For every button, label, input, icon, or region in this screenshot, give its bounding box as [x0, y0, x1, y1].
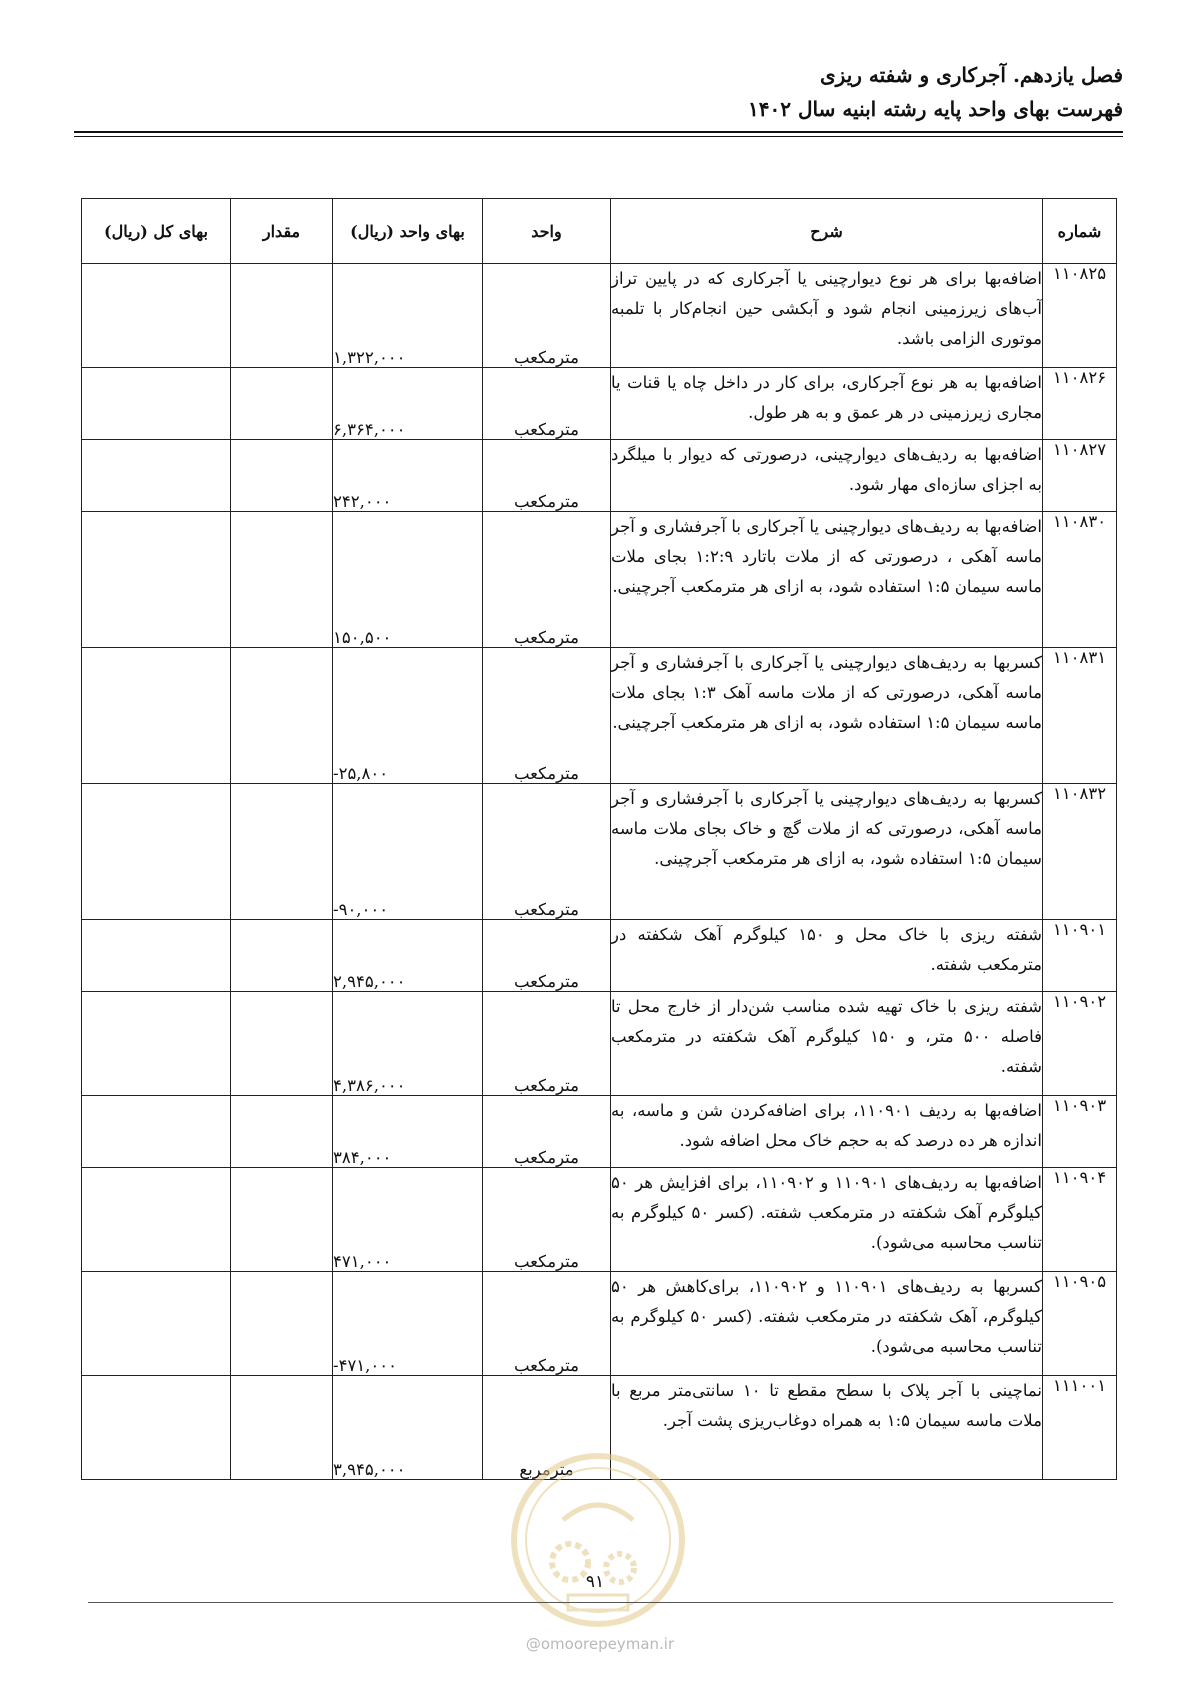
row-unit: مترمکعب — [483, 992, 611, 1096]
row-total-price — [82, 512, 231, 648]
row-total-price — [82, 1096, 231, 1168]
row-unit-price: ۲۴۲,۰۰۰ — [333, 440, 483, 512]
row-description: اضافه‌بها به ردیف‌های ۱۱۰۹۰۱ و ۱۱۰۹۰۲، برای افزایش هر ۵۰ کیلوگرم آهک شکفته در مترمکعب شفته. (کسر ۵۰ کیلوگرم به تناسب محاسبه می‌شود). — [611, 1168, 1043, 1272]
row-description: شفته ریزی با خاک محل و ۱۵۰ کیلوگرم آهک شکفته در مترمکعب شفته. — [611, 920, 1043, 992]
row-description: اضافه‌بها به هر نوع آجرکاری، برای کار در داخل چاه یا قنات یا مجاری زیرزمینی در هر عمق و به هر طول. — [611, 368, 1043, 440]
row-total-price — [82, 784, 231, 920]
row-number: ۱۱۰۹۰۲ — [1043, 992, 1117, 1096]
row-number: ۱۱۰۸۲۶ — [1043, 368, 1117, 440]
table-row — [82, 992, 1117, 1096]
row-unit-price: ۳,۹۴۵,۰۰۰ — [333, 1376, 483, 1480]
page-header — [63, 58, 1123, 126]
row-quantity — [231, 992, 333, 1096]
site-watermark: @omoorepeyman.ir — [525, 1635, 675, 1653]
row-number: ۱۱۰۹۰۵ — [1043, 1272, 1117, 1376]
row-number: ۱۱۰۸۳۱ — [1043, 648, 1117, 784]
row-quantity — [231, 920, 333, 992]
row-total-price — [82, 368, 231, 440]
row-description: کسربها به ردیف‌های ۱۱۰۹۰۱ و ۱۱۰۹۰۲، برای‌کاهش هر ۵۰ کیلوگرم، آهک شکفته در مترمکعب شفته. (کسر ۵۰ کیلوگرم به تناسب محاسبه می‌شود). — [611, 1272, 1043, 1376]
row-quantity — [231, 1376, 333, 1480]
row-description: کسربها به ردیف‌های دیوارچینی یا آجرکاری با آجرفشاری و آجر ماسه آهکی، درصورتی که از ملات گچ و خاک بجای ملات ماسه سیمان ۱:۵ استفاده شود، به ازای هر مترمکعب آجرچینی. — [611, 784, 1043, 920]
row-unit: مترمکعب — [483, 264, 611, 368]
table-row — [82, 920, 1117, 992]
header-rule-thick — [74, 131, 1123, 133]
header-quantity: مقدار — [231, 199, 333, 264]
header-unit-price: بهای واحد (ریال) — [333, 199, 483, 264]
row-number: ۱۱۰۹۰۱ — [1043, 920, 1117, 992]
row-total-price — [82, 440, 231, 512]
row-unit-price: ۶,۳۶۴,۰۰۰ — [333, 368, 483, 440]
row-description: اضافه‌بها به ردیف‌های دیوارچینی یا آجرکاری با آجرفشاری و آجر ماسه آهکی ، درصورتی که از ملات باتارد ۱:۲:۹ بجای ملات ماسه سیمان ۱:۵ استفاده شود، به ازای هر مترمکعب آجرچینی. — [611, 512, 1043, 648]
row-total-price — [82, 648, 231, 784]
row-unit: مترمکعب — [483, 512, 611, 648]
row-unit-price: -۲۵,۸۰۰ — [333, 648, 483, 784]
row-total-price — [82, 1376, 231, 1480]
row-unit-price: ۴,۳۸۶,۰۰۰ — [333, 992, 483, 1096]
table-header-row — [82, 199, 1117, 264]
table-row — [82, 1168, 1117, 1272]
row-quantity — [231, 1272, 333, 1376]
row-description: اضافه‌بها به ردیف‌های دیوارچینی، درصورتی که دیوار با میلگرد به اجزای سازه‌ای مهار شود. — [611, 440, 1043, 512]
row-unit-price: ۴۷۱,۰۰۰ — [333, 1168, 483, 1272]
row-unit: مترمکعب — [483, 1096, 611, 1168]
row-description: نماچینی با آجر پلاک با سطح مقطع تا ۱۰ سانتی‌متر مربع با ملات ماسه سیمان ۱:۵ به همراه دوغاب‌ریزی پشت آجر. — [611, 1376, 1043, 1480]
row-total-price — [82, 1272, 231, 1376]
table-row — [82, 368, 1117, 440]
seal-logo-icon — [508, 1450, 688, 1630]
row-number: ۱۱۱۰۰۱ — [1043, 1376, 1117, 1480]
row-unit: مترمربع — [483, 1376, 611, 1480]
row-number: ۱۱۰۹۰۴ — [1043, 1168, 1117, 1272]
price-list-table — [81, 198, 1117, 1480]
row-description: اضافه‌بها برای هر نوع دیوارچینی یا آجرکاری که در پایین تراز آب‌های زیرزمینی انجام شود و آبکشی حین انجام‌کار با تلمبه موتوری الزامی باشد. — [611, 264, 1043, 368]
row-quantity — [231, 1168, 333, 1272]
row-quantity — [231, 784, 333, 920]
table-row — [82, 784, 1117, 920]
row-unit-price: -۴۷۱,۰۰۰ — [333, 1272, 483, 1376]
header-total-price: بهای کل (ریال) — [82, 199, 231, 264]
row-unit-price: -۹۰,۰۰۰ — [333, 784, 483, 920]
row-number: ۱۱۰۸۲۵ — [1043, 264, 1117, 368]
row-unit-price: ۱۵۰,۵۰۰ — [333, 512, 483, 648]
row-quantity — [231, 440, 333, 512]
row-description: شفته ریزی با خاک تهیه شده مناسب شن‌دار از خارج محل تا فاصله ۵۰۰ متر، و ۱۵۰ کیلوگرم آهک شکفته در مترمکعب شفته. — [611, 992, 1043, 1096]
row-unit: مترمکعب — [483, 784, 611, 920]
page-number: ۹۱ — [585, 1572, 605, 1592]
row-quantity — [231, 368, 333, 440]
table-row — [82, 512, 1117, 648]
row-total-price — [82, 1168, 231, 1272]
row-unit-price: ۲,۹۴۵,۰۰۰ — [333, 920, 483, 992]
table-row — [82, 1096, 1117, 1168]
row-unit: مترمکعب — [483, 1272, 611, 1376]
row-unit: مترمکعب — [483, 368, 611, 440]
row-quantity — [231, 648, 333, 784]
row-unit: مترمکعب — [483, 1168, 611, 1272]
chapter-title: فصل یازدهم. آجرکاری و شفته ریزی — [820, 63, 1123, 87]
row-description: اضافه‌بها به ردیف ۱۱۰۹۰۱، برای اضافه‌کردن شن و ماسه، به اندازه هر ده درصد که به حجم خاک محل اضافه شود. — [611, 1096, 1043, 1168]
row-unit: مترمکعب — [483, 440, 611, 512]
table-row — [82, 440, 1117, 512]
row-total-price — [82, 920, 231, 992]
row-quantity — [231, 1096, 333, 1168]
table-row — [82, 1272, 1117, 1376]
document-subtitle: فهرست بهای واحد پایه رشته ابنیه سال ۱۴۰۲ — [748, 97, 1123, 121]
row-unit: مترمکعب — [483, 648, 611, 784]
row-number: ۱۱۰۸۲۷ — [1043, 440, 1117, 512]
header-unit: واحد — [483, 199, 611, 264]
table-row — [82, 264, 1117, 368]
header-number: شماره — [1043, 199, 1117, 264]
row-unit-price: ۱,۳۲۲,۰۰۰ — [333, 264, 483, 368]
table-row — [82, 648, 1117, 784]
row-description: کسربها به ردیف‌های دیوارچینی یا آجرکاری با آجرفشاری و آجر ماسه آهکی، درصورتی که از ملات ماسه آهک ۱:۳ بجای ملات ماسه سیمان ۱:۵ استفاده شود، به ازای هر مترمکعب آجرچینی. — [611, 648, 1043, 784]
header-description: شرح — [611, 199, 1043, 264]
row-total-price — [82, 992, 231, 1096]
row-number: ۱۱۰۸۳۲ — [1043, 784, 1117, 920]
row-number: ۱۱۰۸۳۰ — [1043, 512, 1117, 648]
row-unit: مترمکعب — [483, 920, 611, 992]
header-rule-thin — [74, 136, 1123, 137]
footer-rule — [88, 1602, 1113, 1603]
row-total-price — [82, 264, 231, 368]
row-quantity — [231, 512, 333, 648]
row-number: ۱۱۰۹۰۳ — [1043, 1096, 1117, 1168]
row-unit-price: ۳۸۴,۰۰۰ — [333, 1096, 483, 1168]
row-quantity — [231, 264, 333, 368]
